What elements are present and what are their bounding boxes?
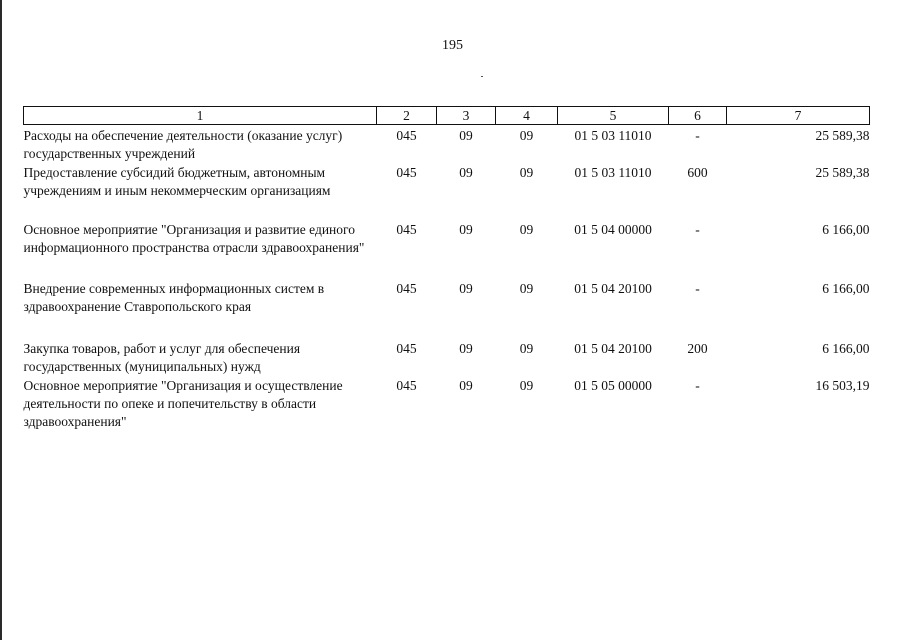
row-target-article: 01 5 03 11010 (574, 165, 652, 180)
column-header: 6 (669, 107, 727, 125)
row-target-article: 01 5 03 11010 (574, 128, 652, 143)
budget-table (23, 106, 870, 437)
row-amount: 25 589,38 (815, 128, 870, 143)
table-row (24, 340, 870, 377)
row-ministry: 045 (396, 281, 417, 296)
row-ministry: 045 (396, 128, 417, 143)
table-row (24, 377, 870, 437)
column-header: 1 (24, 107, 377, 125)
row-subsection: 09 (519, 378, 534, 393)
row-subsection: 09 (519, 341, 534, 356)
row-amount: 6 166,00 (822, 281, 870, 296)
row-name: Основное мероприятие "Организация и осуществление деятельности по опеке и попечительству в области здравоохранения" (23, 378, 343, 429)
row-section: 09 (459, 281, 473, 296)
table-row (24, 280, 870, 340)
row-section: 09 (459, 128, 473, 143)
row-subsection: 09 (519, 165, 534, 180)
row-section: 09 (459, 378, 473, 393)
row-subsection: 09 (519, 128, 534, 143)
page-left-edge (0, 0, 2, 640)
column-header: 3 (437, 107, 496, 125)
row-subsection: 09 (519, 281, 534, 296)
row-target-article: 01 5 04 20100 (574, 281, 652, 296)
scan-speck (481, 76, 483, 77)
table-header-row (24, 107, 870, 125)
row-subsection: 09 (519, 222, 534, 237)
row-name: Расходы на обеспечение деятельности (оказание услуг) государственных учреждений (23, 128, 343, 161)
row-section: 09 (459, 341, 473, 356)
row-ministry: 045 (396, 378, 417, 393)
table-row (24, 164, 870, 221)
row-expense-type: - (695, 222, 700, 237)
row-target-article: 01 5 04 00000 (574, 222, 652, 237)
row-ministry: 045 (396, 165, 417, 180)
row-expense-type: - (695, 378, 700, 393)
row-amount: 25 589,38 (815, 165, 870, 180)
row-ministry: 045 (396, 222, 417, 237)
row-name: Внедрение современных информационных систем в здравоохранение Ставропольского края (23, 281, 325, 314)
page-number: 195 (442, 38, 463, 53)
row-amount: 6 166,00 (822, 341, 870, 356)
column-header: 4 (496, 107, 558, 125)
row-ministry: 045 (396, 341, 417, 356)
row-section: 09 (459, 222, 473, 237)
row-target-article: 01 5 04 20100 (574, 341, 652, 356)
row-expense-type: - (695, 128, 700, 143)
column-header: 7 (727, 107, 870, 125)
row-amount: 16 503,19 (815, 378, 870, 393)
row-amount: 6 166,00 (822, 222, 870, 237)
row-section: 09 (459, 165, 473, 180)
row-name: Предоставление субсидий бюджетным, автономным учреждениям и иным некоммерческим организациям (23, 165, 331, 198)
column-header: 2 (377, 107, 437, 125)
row-name: Основное мероприятие "Организация и развитие единого информационного пространства отрасли здравоохранения" (23, 222, 365, 255)
row-expense-type: 200 (687, 341, 708, 356)
column-header: 5 (558, 107, 669, 125)
row-expense-type: 600 (687, 165, 708, 180)
row-expense-type: - (695, 281, 700, 296)
table-row (24, 221, 870, 280)
table-row (24, 125, 870, 165)
row-target-article: 01 5 05 00000 (574, 378, 652, 393)
row-name: Закупка товаров, работ и услуг для обеспечения государственных (муниципальных) нужд (23, 341, 301, 374)
